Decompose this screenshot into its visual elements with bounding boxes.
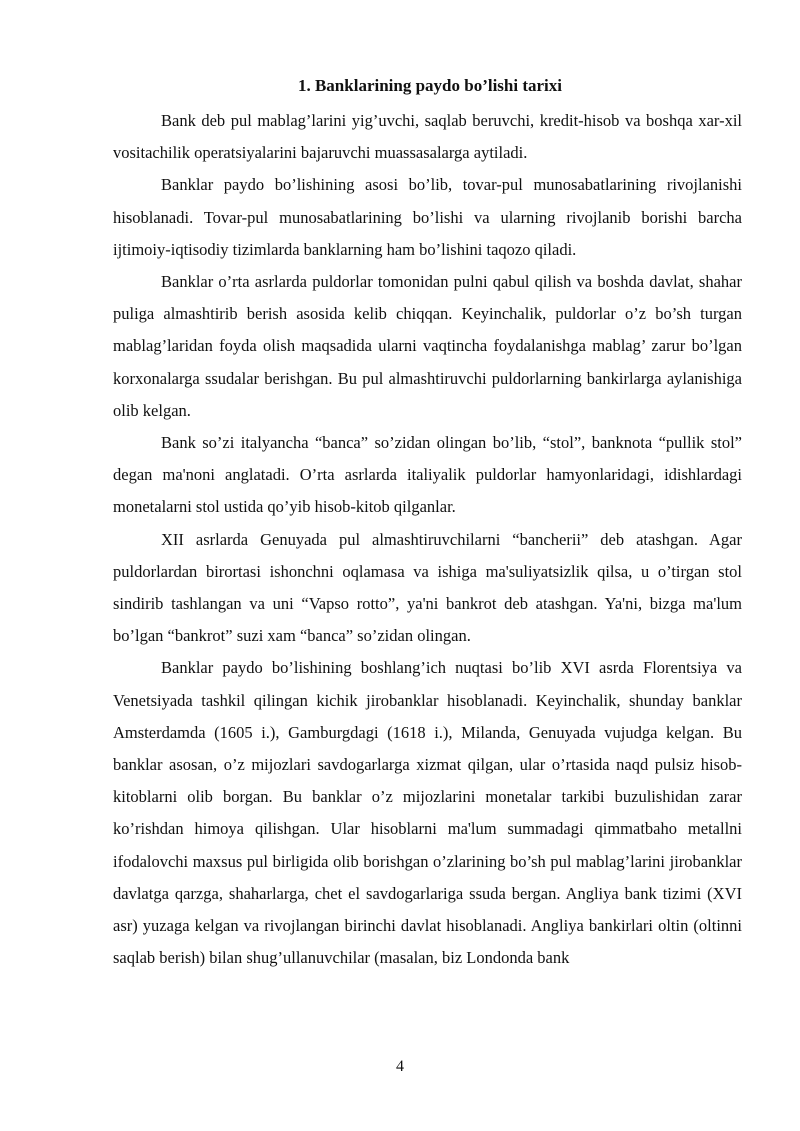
- page-number: 4: [396, 1058, 404, 1075]
- paragraph-definition: Bank deb pul mablag’larini yig’uvchi, saqlab beruvchi, kredit-hisob va boshqa xar-xil vositachilik operatsiyalarini bajaruvchi muassasalarga aytiladi.: [113, 111, 742, 163]
- paragraph-origin-basis: Banklar paydo bo’lishining asosi bo’lib, tovar-pul munosabatlarining rivojlanishi hisoblanadi. Tovar-pul munosabatlarining bo’lishi va ularning rivojlanib borishi barcha ijtimoiy-iqtisodiy tizimlarda banklarning ham bo’lishini taqozo qiladi.: [113, 175, 742, 259]
- body-text: [113, 105, 742, 974]
- paragraph-genoa: XII asrlarda Genuyada pul almashtiruvchilarni “bancherii” deb atashgan. Agar puldorlardan birortasi ishonchni oqlamasa va ishiga ma'suliyatsizlik qilsa, u o’tirgan stol sindirib tashlangan va uni “Vapso rotto”, ya'ni bankrot deb atashgan. Ya'ni, bizga ma'lum bo’lgan “bankrot” suzi xam “banca” so’zidan olingan.: [113, 529, 742, 646]
- section-heading: 1. Banklarining paydo bo’lishi tarixi: [297, 76, 563, 95]
- paragraph-girobanks: Banklar paydo bo’lishining boshlang’ich nuqtasi bo’lib XVI asrda Florentsiya va Venetsiyada tashkil qilingan kichik jirobanklar hisoblanadi. Keyinchalik, shunday banklar Amsterdamda (1605 i.), Gamburgdagi (1618 i.), Milanda, Genuyada vujudga kelgan. Bu banklar asosan, o’z mijozlari savdogarlarga xizmat qilgan, ular o’rtasida naqd pulsiz hisob-kitoblarni olib borgan. Bu banklar o’z mijozlarini monetalar tarkibi buzulishidan zarar ko’rishdan himoya qilishgan. Ular hisoblarni ma'lum summadagi qimmatbaho metallni ifodalovchi maxsus pul birligida olib borishgan o’zlarining bo’sh pul mablag’larini jirobanklar davlatga qarzga, shaharlarga, chet el savdogarlariga ssuda bergan. Angliya bank tizimi (XVI asr) yuzaga kelgan va rivojlangan birinchi davlat hisoblanadi. Angliya bankirlari oltin (oltinni saqlab berish) bilan shug’ullanuvchilar (masalan, biz Londonda bank: [113, 658, 742, 968]
- paragraph-etymology: Bank so’zi italyancha “banca” so’zidan olingan bo’lib, “stol”, banknota “pullik stol” degan ma'noni anglatadi. O’rta asrlarda italiyalik puldorlar hamyonlaridagi, idishlardagi monetalarni stol ustida qo’yib hisob-kitob qilganlar.: [113, 433, 742, 517]
- paragraph-middle-ages: Banklar o’rta asrlarda puldorlar tomonidan pulni qabul qilish va boshda davlat, shahar puliga almashtirib berish asosida kelib chiqqan. Keyinchalik, puldorlar o’z bo’sh turgan mablag’laridan foyda olish maqsadida ularni vaqtincha foydalanishga mablag’ zarur bo’lgan korxonalarga ssudalar berishgan. Bu pul almashtiruvchi puldorlarning bankirlarga aylanishiga olib kelgan.: [113, 272, 742, 420]
